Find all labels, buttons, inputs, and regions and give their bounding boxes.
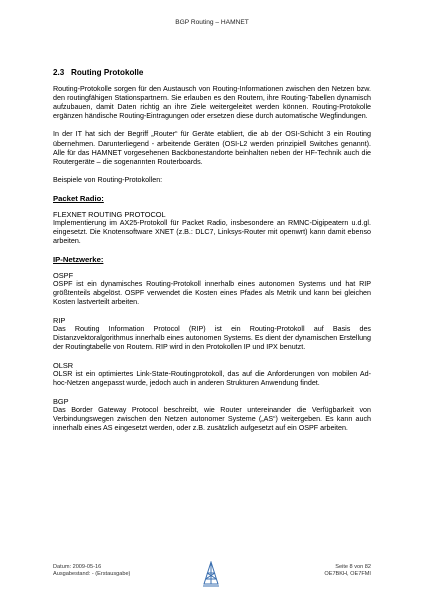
bgp-name: BGP: [53, 396, 69, 406]
antenna-logo-icon: [202, 561, 220, 587]
ospf-description: OSPF ist ein dynamisches Routing-Protokoll innerhalb eines autonomen Systems und hat RIP größtenteils abgelöst. OSPF verwendet die Kosten eines Pfades als Metrik und kann bei gleichen Kosten lastverteilt arbeiten.: [53, 280, 371, 307]
olsr-name: OLSR: [53, 360, 74, 370]
section-heading: [53, 68, 371, 77]
flexnet-name: FLEXNET ROUTING PROTOCOL: [53, 210, 166, 220]
ospf-name: OSPF: [53, 271, 74, 280]
examples-intro: Beispiele von Routing-Protokollen:: [53, 175, 163, 184]
flexnet-description: Implementierung im AX25-Protokoll für Packet Radio, insbesondere an RMNC-Digipeatern u.d.gl. eingesetzt. Die Knotensoftware XNET (z.B.: DLC7, Linksys-Router mit openwrt) kann damit ebenso arbeiten.: [53, 219, 371, 246]
footer-right: [324, 564, 371, 578]
section-title: Routing Protokolle: [71, 68, 144, 77]
footer-left: [53, 564, 130, 578]
footer-edition: Ausgabestand: - (Erstausgabe): [53, 571, 131, 577]
footer-callsigns: OE7BKH, OE7FMI: [324, 571, 371, 577]
rip-name: RIP: [53, 315, 66, 325]
ip-networks-heading: IP-Netzwerke:: [53, 255, 104, 264]
page-header: BGP Routing – HAMNET: [175, 19, 249, 26]
intro-paragraph: Routing-Protokolle sorgen für den Austausch von Routing-Informationen zwischen den Netzen bzw. den routingfähigen Stationspartnern. Sie erlauben es den Routern, ihre Routing-Tabellen dynamisch aufzubauen, damit Daten richtig an ihre Ziele weitergeleitet werden können. Routing-Protokolle ergänzen händische Routing-Eintragungen oder ersetzen diese durch automatische Wegfindungen.: [53, 85, 371, 121]
router-paragraph: In der IT hat sich der Begriff „Router“ für Geräte etabliert, die ab der OSI-Schicht 3 ein Routing übernehmen. Darunterliegend - arbeitende Geräten (OSI-L2 werden prinzipiell Switches genannt). Alle für das HAMNET vorgesehenen Backbonestandorte beinhalten neben der HF-Technik auch die Routergeräte – die sogenannten Routerboards.: [53, 130, 371, 166]
bgp-description: Das Border Gateway Protocol beschreibt, wie Router untereinander die Verfügbarkeit von Verbindungswegen zwischen den Netzen autonomer Systeme („AS“) weitergeben. Es kann auch innerhalb eines AS eingesetzt werden, oder z.B. zusätzlich aufgesetzt auf ein OSPF arbeiten.: [53, 405, 371, 432]
section-number: 2.3: [53, 68, 65, 77]
page-content: [53, 68, 371, 441]
rip-description: Das Routing Information Protocol (RIP) ist ein Routing-Protokoll auf Basis des Distanzvektoralgorithmus innerhalb eines autonomen Systems. Es dient der dynamischen Erstellung der Routingtabelle von Routern. RIP wird in den Protokollen IP und IPX benutzt.: [53, 324, 371, 352]
footer-date: Datum: 2009-05-16: [53, 564, 102, 570]
footer-page-number: Seite 8 von 82: [335, 564, 371, 570]
olsr-description: OLSR ist ein optimiertes Link-State-Routingprotokoll, das auf die Anforderungen von mobilen Ad-hoc-Netzen angepasst wurde, jedoch auch in anderen Strukturen Anwendung findet.: [53, 369, 371, 387]
packet-radio-heading: Packet Radio:: [53, 194, 104, 204]
